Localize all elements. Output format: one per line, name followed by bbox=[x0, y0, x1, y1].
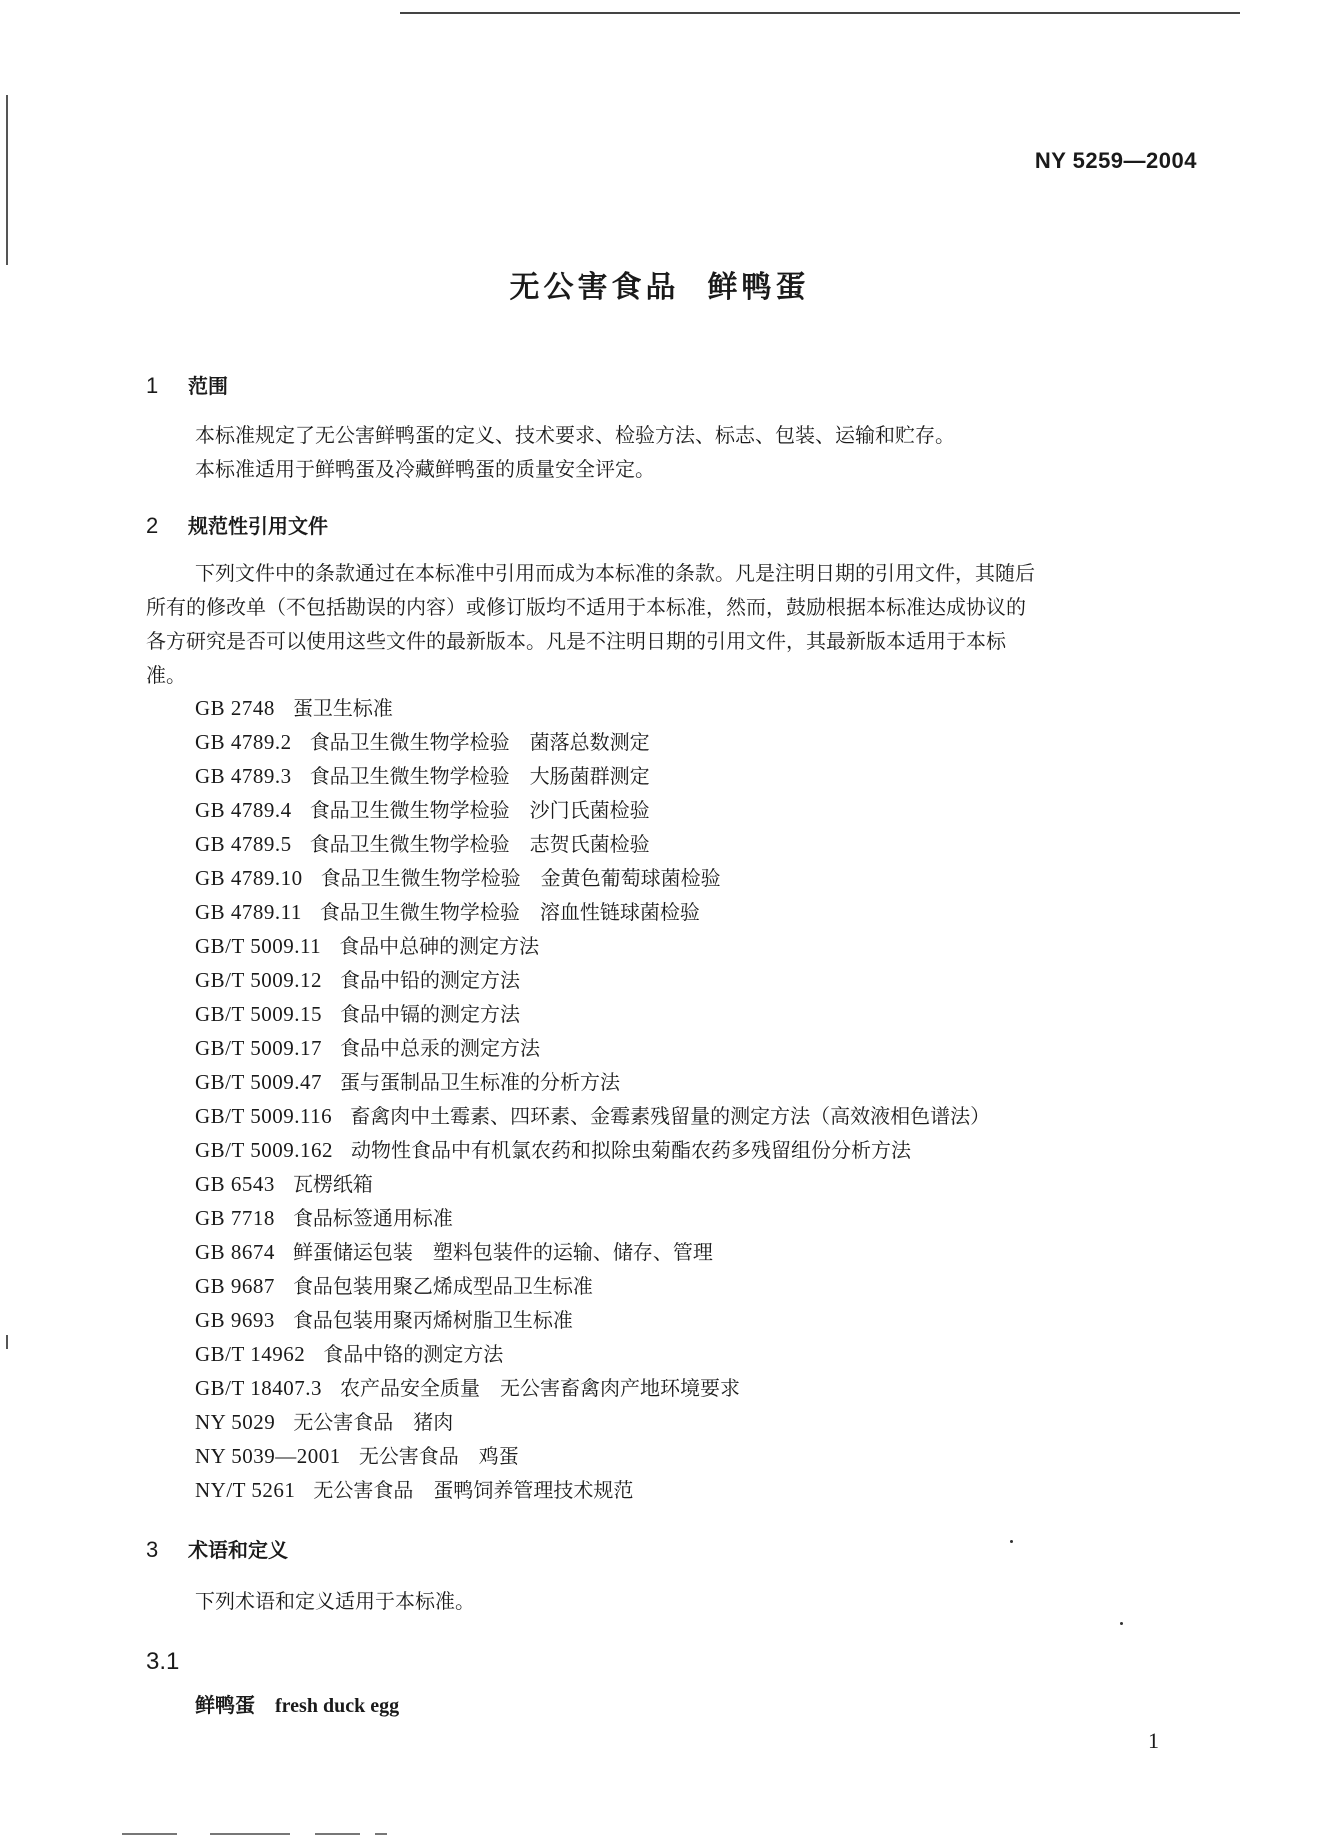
section-number: 2 bbox=[146, 513, 159, 538]
document-number: NY 5259—2004 bbox=[1034, 148, 1197, 173]
section-2-heading bbox=[146, 510, 328, 539]
reference-item: GB 4789.5 食品卫生微生物学检验 志贺氏菌检验 bbox=[195, 832, 650, 856]
reference-item: GB/T 14962 食品中铬的测定方法 bbox=[195, 1342, 504, 1366]
section-title: 术语和定义 bbox=[188, 1538, 288, 1562]
page-title bbox=[0, 262, 1319, 306]
reference-item: NY/T 5261 无公害食品 蛋鸭饲养管理技术规范 bbox=[195, 1478, 634, 1502]
section-1-heading bbox=[146, 370, 228, 399]
reference-item: GB/T 5009.116 畜禽肉中土霉素、四环素、金霉素残留量的测定方法（高效液相色谱法） bbox=[195, 1104, 991, 1128]
section-1-line: 本标准适用于鲜鸭蛋及冷藏鲜鸭蛋的质量安全评定。 bbox=[195, 457, 655, 481]
section-2-intro-line: 所有的修改单（不包括勘误的内容）或修订版均不适用于本标准，然而，鼓励根据本标准达成协议的 bbox=[146, 595, 1026, 619]
reference-item: GB 4789.10 食品卫生微生物学检验 金黄色葡萄球菌检验 bbox=[195, 866, 721, 890]
page-number: 1 bbox=[1148, 1728, 1159, 1753]
section-2-intro-line: 下列文件中的条款通过在本标准中引用而成为本标准的条款。凡是注明日期的引用文件，其随后 bbox=[195, 561, 1035, 585]
section-number: 3 bbox=[146, 1537, 159, 1562]
footer-rule bbox=[122, 1833, 177, 1835]
reference-item: GB/T 5009.47 蛋与蛋制品卫生标准的分析方法 bbox=[195, 1070, 620, 1094]
reference-item: GB/T 5009.17 食品中总汞的测定方法 bbox=[195, 1036, 540, 1060]
reference-item: GB 4789.3 食品卫生微生物学检验 大肠菌群测定 bbox=[195, 764, 650, 788]
term-english: fresh duck egg bbox=[275, 1695, 400, 1717]
section-1-line: 本标准规定了无公害鲜鸭蛋的定义、技术要求、检验方法、标志、包装、运输和贮存。 bbox=[195, 423, 955, 447]
reference-item: GB 9687 食品包装用聚乙烯成型品卫生标准 bbox=[195, 1274, 593, 1298]
reference-item: GB 4789.11 食品卫生微生物学检验 溶血性链球菌检验 bbox=[195, 900, 700, 924]
reference-item: GB/T 5009.162 动物性食品中有机氯农药和拟除虫菊酯农药多残留组份分析方法 bbox=[195, 1138, 911, 1162]
section-2-intro-line: 各方研究是否可以使用这些文件的最新版本。凡是不注明日期的引用文件，其最新版本适用于本标 bbox=[146, 629, 1006, 653]
term-chinese: 鲜鸭蛋 bbox=[195, 1693, 255, 1717]
subsection-number: 3.1 bbox=[146, 1648, 180, 1675]
footer-rule bbox=[210, 1833, 290, 1835]
term-definition bbox=[195, 1689, 399, 1718]
reference-item: GB 9693 食品包装用聚丙烯树脂卫生标准 bbox=[195, 1308, 573, 1332]
title-part-2: 鲜鸭蛋 bbox=[707, 270, 810, 305]
reference-item: GB 4789.2 食品卫生微生物学检验 菌落总数测定 bbox=[195, 730, 650, 754]
title-part-1: 无公害食品 bbox=[509, 270, 680, 305]
reference-item: GB 8674 鲜蛋储运包装 塑料包装件的运输、储存、管理 bbox=[195, 1240, 713, 1264]
reference-item: GB/T 5009.11 食品中总砷的测定方法 bbox=[195, 934, 540, 958]
reference-item: NY 5039—2001 无公害食品 鸡蛋 bbox=[195, 1444, 519, 1468]
reference-item: GB 6543 瓦楞纸箱 bbox=[195, 1172, 373, 1196]
reference-item: NY 5029 无公害食品 猪肉 bbox=[195, 1410, 454, 1434]
section-number: 1 bbox=[146, 373, 159, 398]
footer-rule bbox=[375, 1833, 387, 1835]
scan-edge-mark bbox=[6, 1335, 8, 1349]
reference-item: GB/T 18407.3 农产品安全质量 无公害畜禽肉产地环境要求 bbox=[195, 1376, 740, 1400]
reference-item: GB 7718 食品标签通用标准 bbox=[195, 1206, 453, 1230]
scan-speck bbox=[1120, 1622, 1123, 1625]
scan-speck bbox=[1010, 1540, 1013, 1543]
section-3-intro: 下列术语和定义适用于本标准。 bbox=[195, 1589, 475, 1613]
reference-item: GB 4789.4 食品卫生微生物学检验 沙门氏菌检验 bbox=[195, 798, 650, 822]
scan-edge-mark bbox=[6, 95, 8, 265]
footer-rule bbox=[315, 1833, 360, 1835]
reference-item: GB/T 5009.15 食品中镉的测定方法 bbox=[195, 1002, 520, 1026]
reference-item: GB/T 5009.12 食品中铅的测定方法 bbox=[195, 968, 520, 992]
section-title: 范围 bbox=[188, 374, 228, 398]
section-title: 规范性引用文件 bbox=[188, 514, 328, 538]
reference-item: GB 2748 蛋卫生标准 bbox=[195, 696, 393, 720]
top-rule bbox=[400, 12, 1240, 14]
section-3-heading bbox=[146, 1534, 288, 1563]
section-2-intro-line: 准。 bbox=[146, 663, 186, 687]
